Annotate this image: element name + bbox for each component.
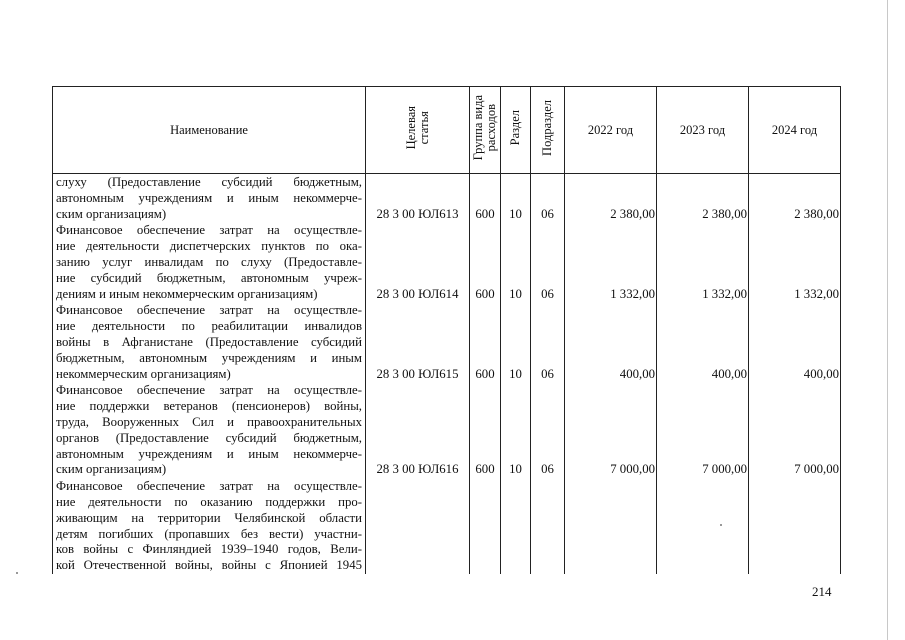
table-row (53, 382, 841, 478)
row-amount-2022: 2 380,00 (565, 174, 657, 223)
row-subsection: 06 (531, 222, 565, 302)
row-subsection: 06 (531, 382, 565, 478)
page-edge-line (887, 0, 888, 640)
row-target-article: 28 3 00 ЮЛ615 (366, 302, 470, 382)
table-row (53, 174, 841, 223)
row-amount-2023 (657, 478, 749, 574)
row-name: слуху (Предоставление субсидий бюджетным, автономным учреждениям и иным некоммерче- ским организациям) (53, 174, 366, 223)
row-amount-2024: 2 380,00 (749, 174, 841, 223)
row-amount-2023: 1 332,00 (657, 222, 749, 302)
row-name: Финансовое обеспечение затрат на осуществле- ние деятельности диспетчерских пунктов по ока- занию услуг инвалидам по слуху (Предоставле- ние субсидий бюджетным, автономным учреж- дениям и иным некоммерческим организациям) (53, 222, 366, 302)
row-expense-group: 600 (470, 174, 501, 223)
row-section (501, 478, 531, 574)
budget-table (52, 86, 841, 574)
row-name: Финансовое обеспечение затрат на осуществле- ние деятельности по оказанию поддержки про- живающим на территории Челябинской области детям погибших (пропавших без вести) участни- ков войны с Финляндией 1939–1940 годов, Вели- кой Отечественной войны, войны с Японией 1945 (53, 478, 366, 574)
row-target-article (366, 478, 470, 574)
row-section: 10 (501, 302, 531, 382)
row-target-article: 28 3 00 ЮЛ616 (366, 382, 470, 478)
scan-speck (16, 572, 18, 574)
header-subsection: Подраздел (531, 87, 565, 174)
row-section: 10 (501, 222, 531, 302)
header-2022: 2022 год (565, 87, 657, 174)
row-amount-2024: 1 332,00 (749, 222, 841, 302)
row-amount-2022 (565, 478, 657, 574)
row-expense-group: 600 (470, 222, 501, 302)
row-section: 10 (501, 174, 531, 223)
row-section: 10 (501, 382, 531, 478)
row-amount-2023: 400,00 (657, 302, 749, 382)
row-amount-2022: 1 332,00 (565, 222, 657, 302)
row-subsection: 06 (531, 302, 565, 382)
row-amount-2024: 400,00 (749, 302, 841, 382)
row-expense-group (470, 478, 501, 574)
row-subsection: 06 (531, 174, 565, 223)
table-row (53, 478, 841, 574)
row-name: Финансовое обеспечение затрат на осуществле- ние поддержки ветеранов (пенсионеров) войны, труда, Вооруженных Сил и правоохранительных органов (Предоставление субсидий бюджетным, автономным учреждениям и иным некоммерче- ским организациям) (53, 382, 366, 478)
header-target-article: Целевая статья (366, 87, 470, 174)
row-amount-2022: 400,00 (565, 302, 657, 382)
row-target-article: 28 3 00 ЮЛ613 (366, 174, 470, 223)
header-2024: 2024 год (749, 87, 841, 174)
row-amount-2022: 7 000,00 (565, 382, 657, 478)
header-section: Раздел (501, 87, 531, 174)
table-row (53, 302, 841, 382)
table-row (53, 222, 841, 302)
row-amount-2024: 7 000,00 (749, 382, 841, 478)
header-row (53, 87, 841, 174)
row-name: Финансовое обеспечение затрат на осуществле- ние деятельности по реабилитации инвалидов войны в Афганистане (Предоставление субсидий бюджетным, автономным учреждениям и иным некоммерческим организациям) (53, 302, 366, 382)
row-amount-2023: 2 380,00 (657, 174, 749, 223)
row-amount-2023: 7 000,00 (657, 382, 749, 478)
row-expense-group: 600 (470, 302, 501, 382)
row-expense-group: 600 (470, 382, 501, 478)
row-subsection (531, 478, 565, 574)
row-amount-2024 (749, 478, 841, 574)
header-expense-group: Группа вида расходов (470, 87, 501, 174)
page-number: 214 (812, 584, 832, 599)
row-target-article: 28 3 00 ЮЛ614 (366, 222, 470, 302)
header-2023: 2023 год (657, 87, 749, 174)
header-name: Наименование (53, 87, 366, 174)
